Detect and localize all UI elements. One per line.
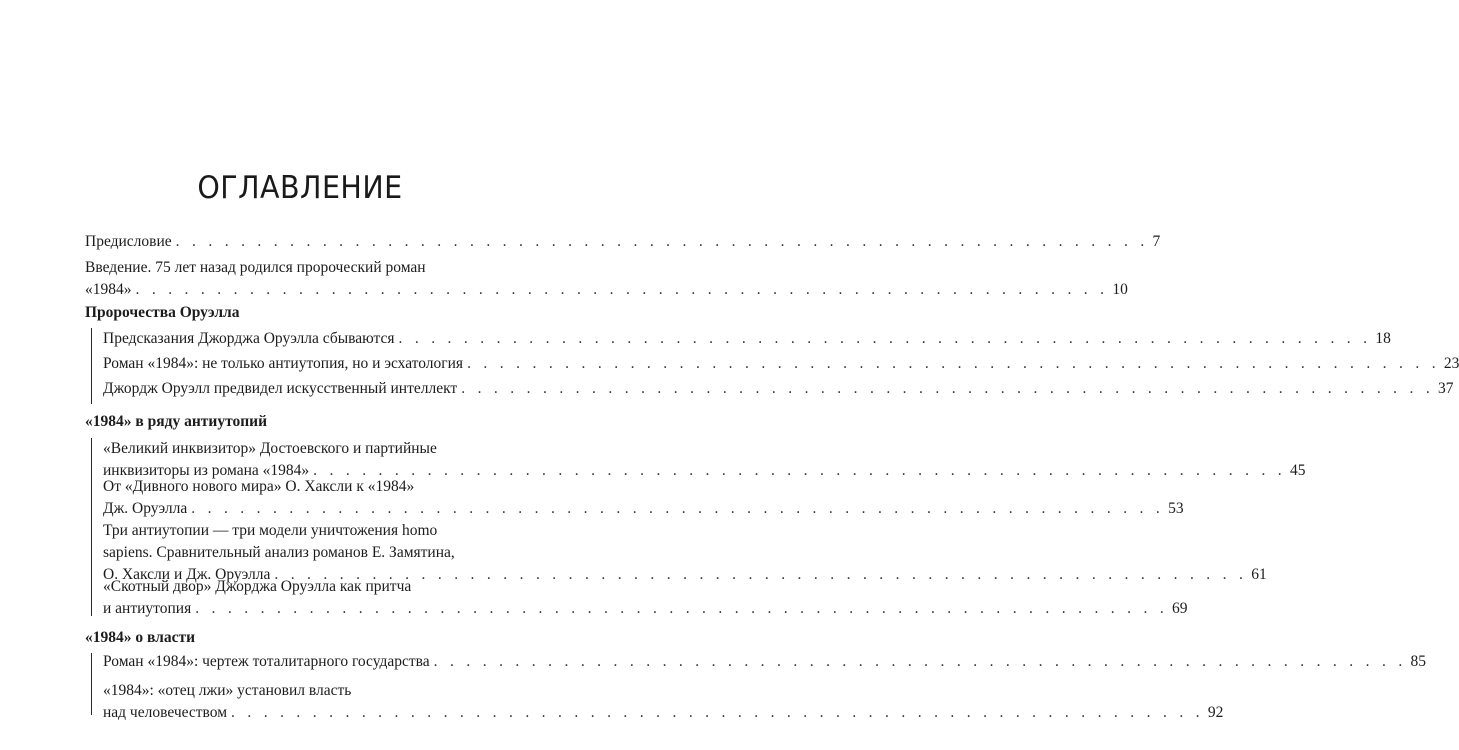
toc-page-number: 92 bbox=[1207, 704, 1224, 721]
toc-entry-title-cont: Дж. Оруэлла bbox=[103, 500, 188, 517]
toc-entry-title: «Скотный двор» Джорджа Оруэлла как притча bbox=[103, 578, 412, 595]
toc-entry[interactable] bbox=[103, 378, 1454, 400]
toc-page-number: 18 bbox=[1375, 330, 1391, 347]
toc-page-number: 61 bbox=[1251, 566, 1267, 583]
dot-leader: . . . . . . . . . . . . . . . . . . . . . . . . . . . . . . . . . . . . . . . . . . . . . . . . . . . . . . . . . . . . bbox=[313, 462, 1286, 479]
toc-page-number: 7 bbox=[1152, 233, 1161, 250]
dot-leader: . . . . . . . . . . . . . . . . . . . . . . . . . . . . . . . . . . . . . . . . . . . . . . . . . . . . . . . . . . . . bbox=[231, 704, 1204, 721]
toc-entry-title: Введение. 75 лет назад родился пророческий роман bbox=[85, 259, 426, 276]
toc-entry[interactable] bbox=[103, 476, 1184, 520]
toc-entry-title-cont: над человечеством bbox=[103, 704, 228, 721]
toc-entry-title: От «Дивного нового мира» О. Хаксли к «1984» bbox=[103, 478, 415, 495]
section-heading-prophecies[interactable]: Пророчества Оруэлла bbox=[85, 304, 240, 321]
toc-page-number: 69 bbox=[1172, 600, 1188, 617]
section-heading-dystopias[interactable]: «1984» в ряду антиутопий bbox=[85, 413, 268, 430]
toc-entry[interactable] bbox=[103, 680, 1224, 724]
toc-entry-title: Роман «1984»: не только антиутопия, но и эсхатология bbox=[103, 355, 464, 372]
toc-entry-preface[interactable] bbox=[85, 231, 1161, 253]
toc-entry-title-cont: и антиутопия bbox=[103, 600, 192, 617]
toc-entry-title: «Великий инквизитор» Достоевского и партийные bbox=[103, 440, 437, 457]
dot-leader: . . . . . . . . . . . . . . . . . . . . . . . . . . . . . . . . . . . . . . . . . . . . . . . . . . . . . . . . . . . . bbox=[274, 566, 1248, 583]
section-rule bbox=[91, 438, 92, 616]
section-rule bbox=[91, 653, 92, 715]
page-title: ОГЛАВЛЕНИЕ bbox=[197, 170, 403, 206]
section-rule bbox=[91, 328, 92, 404]
section-heading-power[interactable]: «1984» о власти bbox=[85, 629, 196, 646]
toc-entry-title-cont: sapiens. Сравнительный анализ романов Е. Замятина, bbox=[103, 544, 455, 561]
toc-entry-title: Предисловие bbox=[85, 233, 172, 250]
dot-leader: . . . . . . . . . . . . . . . . . . . . . . . . . . . . . . . . . . . . . . . . . . . . . . . . . . . . . . . . . . . . bbox=[175, 233, 1149, 250]
toc-page-number: 85 bbox=[1410, 653, 1426, 670]
toc-entry-title-cont: «1984» bbox=[85, 281, 132, 298]
toc-page-number: 37 bbox=[1438, 380, 1454, 397]
toc-entry-title-cont: инквизиторы из романа «1984» bbox=[103, 462, 310, 479]
dot-leader: . . . . . . . . . . . . . . . . . . . . . . . . . . . . . . . . . . . . . . . . . . . . . . . . . . . . . . . . . . . . bbox=[398, 330, 1372, 347]
toc-page-number: 23 bbox=[1443, 355, 1459, 372]
dot-leader: . . . . . . . . . . . . . . . . . . . . . . . . . . . . . . . . . . . . . . . . . . . . . . . . . . . . . . . . . . . . bbox=[467, 355, 1440, 372]
toc-entry-title: «1984»: «отец лжи» установил власть bbox=[103, 682, 352, 699]
dot-leader: . . . . . . . . . . . . . . . . . . . . . . . . . . . . . . . . . . . . . . . . . . . . . . . . . . . . . . . . . . . . bbox=[135, 281, 1109, 298]
dot-leader: . . . . . . . . . . . . . . . . . . . . . . . . . . . . . . . . . . . . . . . . . . . . . . . . . . . . . . . . . . . . bbox=[195, 600, 1169, 617]
toc-entry-title-cont: О. Хаксли и Дж. Оруэлла bbox=[103, 566, 271, 583]
toc-entry[interactable] bbox=[103, 353, 1459, 375]
dot-leader: . . . . . . . . . . . . . . . . . . . . . . . . . . . . . . . . . . . . . . . . . . . . . . . . . . . . . . . . . . . . bbox=[461, 380, 1435, 397]
toc-page-number: 53 bbox=[1168, 500, 1184, 517]
toc-page-number: 45 bbox=[1289, 462, 1306, 479]
dot-leader: . . . . . . . . . . . . . . . . . . . . . . . . . . . . . . . . . . . . . . . . . . . . . . . . . . . . . . . . . . . . bbox=[191, 500, 1165, 517]
dot-leader: . . . . . . . . . . . . . . . . . . . . . . . . . . . . . . . . . . . . . . . . . . . . . . . . . . . . . . . . . . . . bbox=[433, 653, 1407, 670]
toc-entry[interactable] bbox=[103, 576, 1188, 620]
toc-entry-title: Предсказания Джорджа Оруэлла сбываются bbox=[103, 330, 395, 347]
toc-entry[interactable] bbox=[103, 328, 1391, 350]
toc-entry-title: Роман «1984»: чертеж тоталитарного государства bbox=[103, 653, 430, 670]
toc-entry-title: Три антиутопии — три модели уничтожения homo bbox=[103, 522, 438, 539]
toc-page-number: 10 bbox=[1112, 281, 1128, 298]
toc-entry-introduction[interactable] bbox=[85, 257, 1128, 301]
toc-entry-title: Джордж Оруэлл предвидел искусственный интеллект bbox=[103, 380, 458, 397]
toc-entry[interactable] bbox=[103, 651, 1426, 673]
